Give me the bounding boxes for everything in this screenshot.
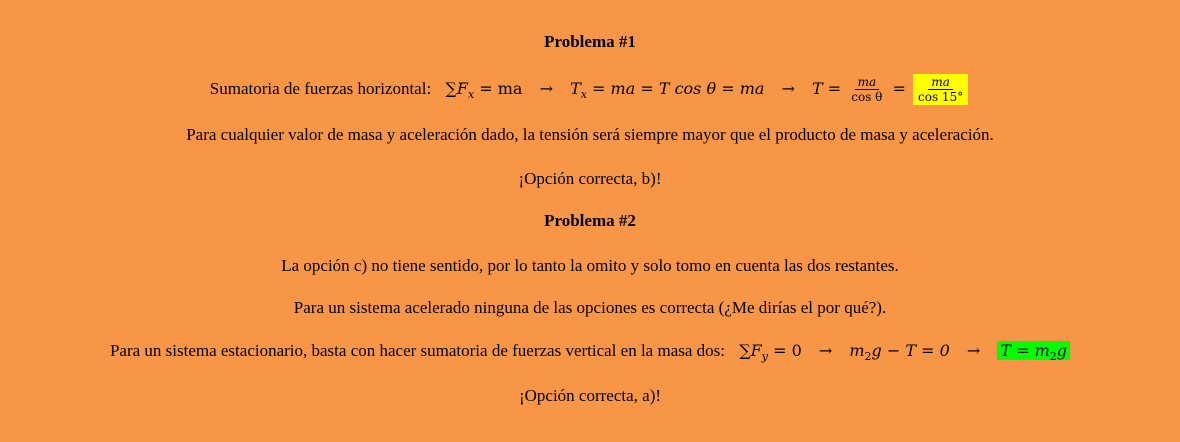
problem1-equation-line [0, 74, 1180, 106]
arrow-icon: → [539, 79, 553, 98]
arrow-icon: → [818, 341, 833, 360]
sum-symbol: ∑ [739, 341, 751, 360]
problem1-answer: ¡Opción correcta, b)! [518, 169, 662, 188]
problem2-line1: La opción c) no tiene sentido, por lo tanto la omito y solo tomo en cuenta las dos restantes. [281, 256, 899, 275]
fraction-ma-cos-theta: $\frac{ma}{\text{cos θ}}$ [851, 75, 883, 104]
arrow-icon: → [781, 79, 795, 98]
problem2-title: Problema #2 [544, 211, 636, 230]
problem1-equation-prefix: Sumatoria de fuerzas horizontal: [209, 79, 432, 98]
problem2-equation-prefix: Para un sistema estacionario, basta con hacer sumatoria de fuerzas vertical en la masa dos: [109, 341, 725, 360]
problem2-answer: ¡Opción correcta, a)! [518, 386, 662, 405]
problem1-explanation: Para cualquier valor de masa y aceleración dado, la tensión será siempre mayor que el producto de masa y aceleración. [186, 125, 994, 144]
fraction-ma-cos-15-highlight: $\frac{ma}{\cos 15^\circ}$ [913, 74, 968, 105]
problem2-equation-line [0, 340, 1180, 368]
result-highlight: $T = m_2g$ [997, 341, 1070, 360]
problem2-line2: Para un sistema acelerado ninguna de las opciones es correcta (¿Me dirías el por qué?). [293, 298, 887, 317]
problem1-equation: $\sum F_x$ = ma → $T_x$ = ma = T cos θ = ma → T = $\frac{ma}{\text{cos θ}}$ = $\frac{ma}{\cos 15^\circ}$ [445, 79, 970, 98]
problem1-title: Problema #1 [544, 32, 636, 51]
arrow-icon: → [966, 341, 981, 360]
problem2-equation: $\sum F_y = 0 \to m_2g - T = 0 \to T = m_2g$ [739, 341, 1070, 360]
sum-symbol: ∑ [445, 79, 457, 98]
